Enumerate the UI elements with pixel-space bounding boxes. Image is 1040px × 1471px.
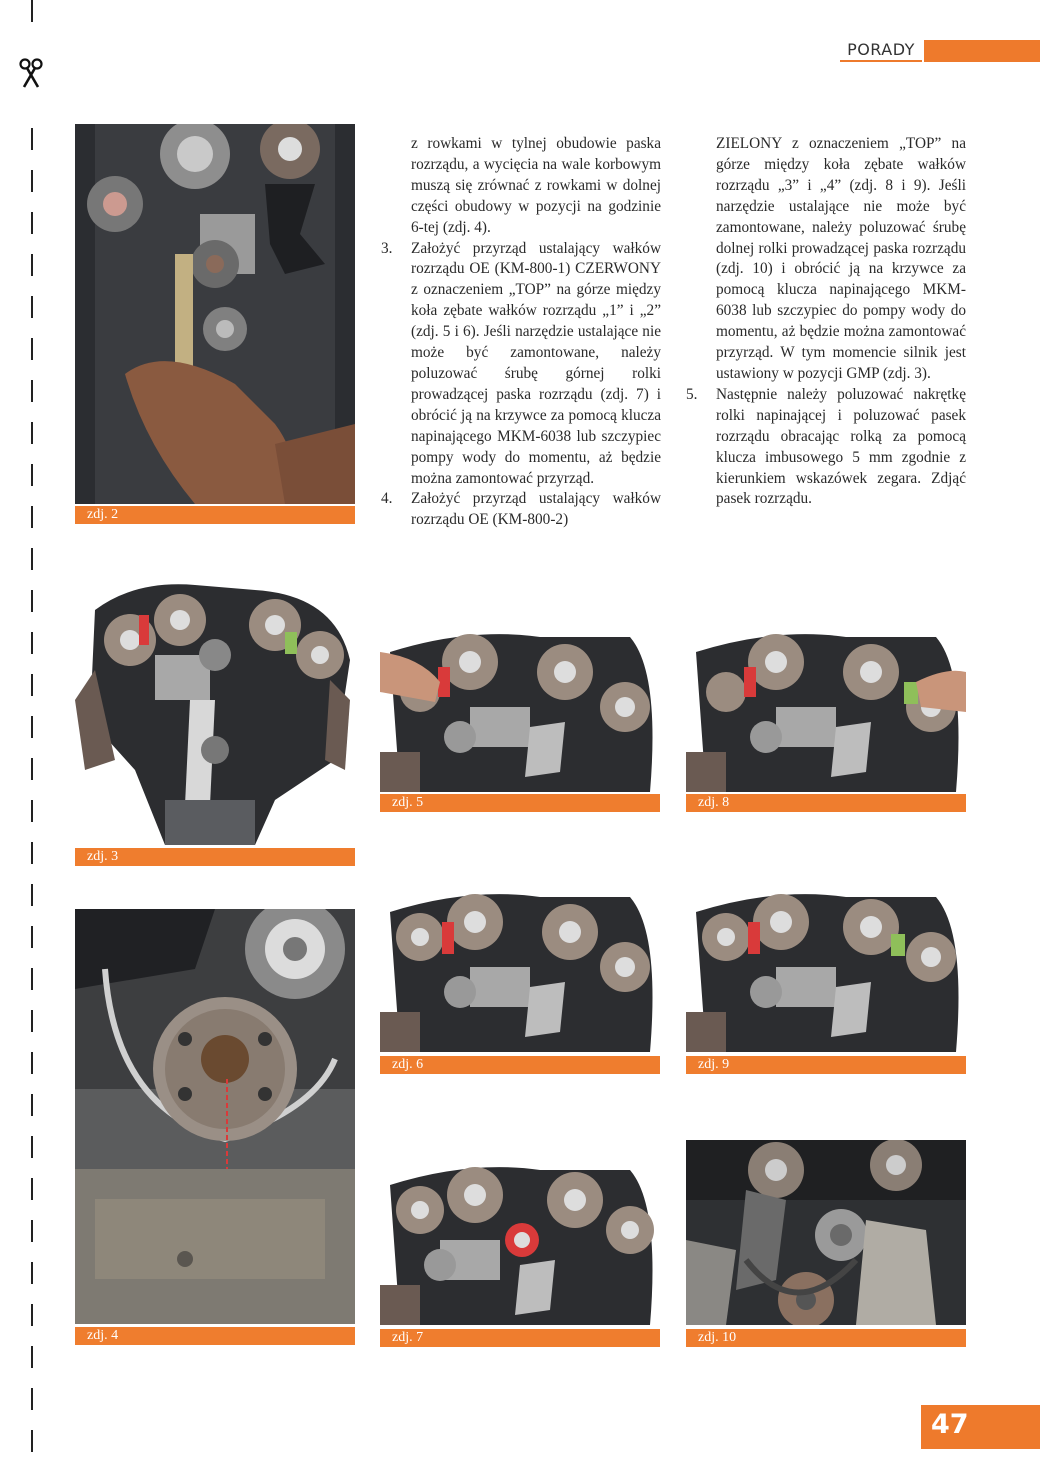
step-5 [686,385,966,510]
step-4-number: 4. [381,490,393,508]
photo-9 [686,872,966,1052]
photo-10 [686,1140,966,1325]
photo-3 [75,570,355,845]
photo-4 [75,909,355,1324]
step-4 [381,489,661,531]
text-column-2 [686,134,966,510]
caption-8: zdj. 8 [686,794,966,812]
photo-5 [380,612,660,792]
page-number-box [921,1405,1040,1449]
photo-7 [380,1145,660,1325]
photo-2 [75,124,355,504]
scissors-icon [17,58,45,88]
caption-5: zdj. 5 [380,794,660,812]
step-3-number: 3. [381,239,393,257]
step-5-text: Następnie należy poluzować nakrętkę rolki napinającej i poluzować pasek rozrządu obracając rolką za pomocą klucza imbusowego 5 mm zgodnie z kierunkiem wskazówek zegara. Zdjąć pasek rozrządu. [716,385,966,508]
step-4-continuation: ZIELONY z oznaczeniem „TOP” na górze między koła zębate wałków rozrządu „3” i „4” (zdj. 8 i 9). Jeśli narzędzie ustalające nie może być zamontowane, należy poluzować śrubę dolnej rolki prowadzącej paska rozrządu (zdj. 10) i obrócić ją na krzywce za pomocą klucza napinającego MKM-6038 lub szczypiec do pompy wody do momentu, aż będzie można zamontować przyrząd. W tym momencie silnik jest ustawiony w pozycji GMP (zdj. 3). [716,135,966,382]
step-5-number: 5. [686,385,698,403]
caption-2: zdj. 2 [75,506,355,524]
intro-paragraph: z rowkami w tylnej obudowie paska rozrządu, a wycięcia na wale korbowym muszą się zrównać z rowkami w dolnej części obudowy w pozycji na godzinie 6-tej (zdj. 4). [411,135,661,236]
step-3-text: Założyć przyrząd ustalający wałków rozrządu OE (KM-800-1) CZERWONY z oznaczeniem „TOP” na górze między koła zębate wałków rozrządu „1” i „2” (zdj. 5 i 6). Jeśli narzędzie ustalające nie może być zamontowane, należy poluzować śrubę górnej rolki prowadzącej paska rozrządu (zdj. 7) i obrócić ją na krzywce za pomocą klucza napinającego MKM-6038 lub szczypiec pompy wody do momentu, aż będzie można zamontować przyrząd. [411,239,661,487]
section-label: PORADY [840,40,922,62]
photo-6 [380,872,660,1052]
caption-6: zdj. 6 [380,1056,660,1074]
step-3 [381,239,661,490]
step-4-text: Założyć przyrząd ustalający wałków rozrządu OE (KM-800-2) [411,490,661,529]
section-header [840,40,1040,64]
caption-4: zdj. 4 [75,1327,355,1345]
photo-8 [686,612,966,792]
caption-9: zdj. 9 [686,1056,966,1074]
section-bar [924,40,1040,62]
text-column-1 [381,134,661,531]
caption-7: zdj. 7 [380,1329,660,1347]
caption-10: zdj. 10 [686,1329,966,1347]
caption-3: zdj. 3 [75,848,355,866]
page-number: 47 [931,1409,969,1440]
